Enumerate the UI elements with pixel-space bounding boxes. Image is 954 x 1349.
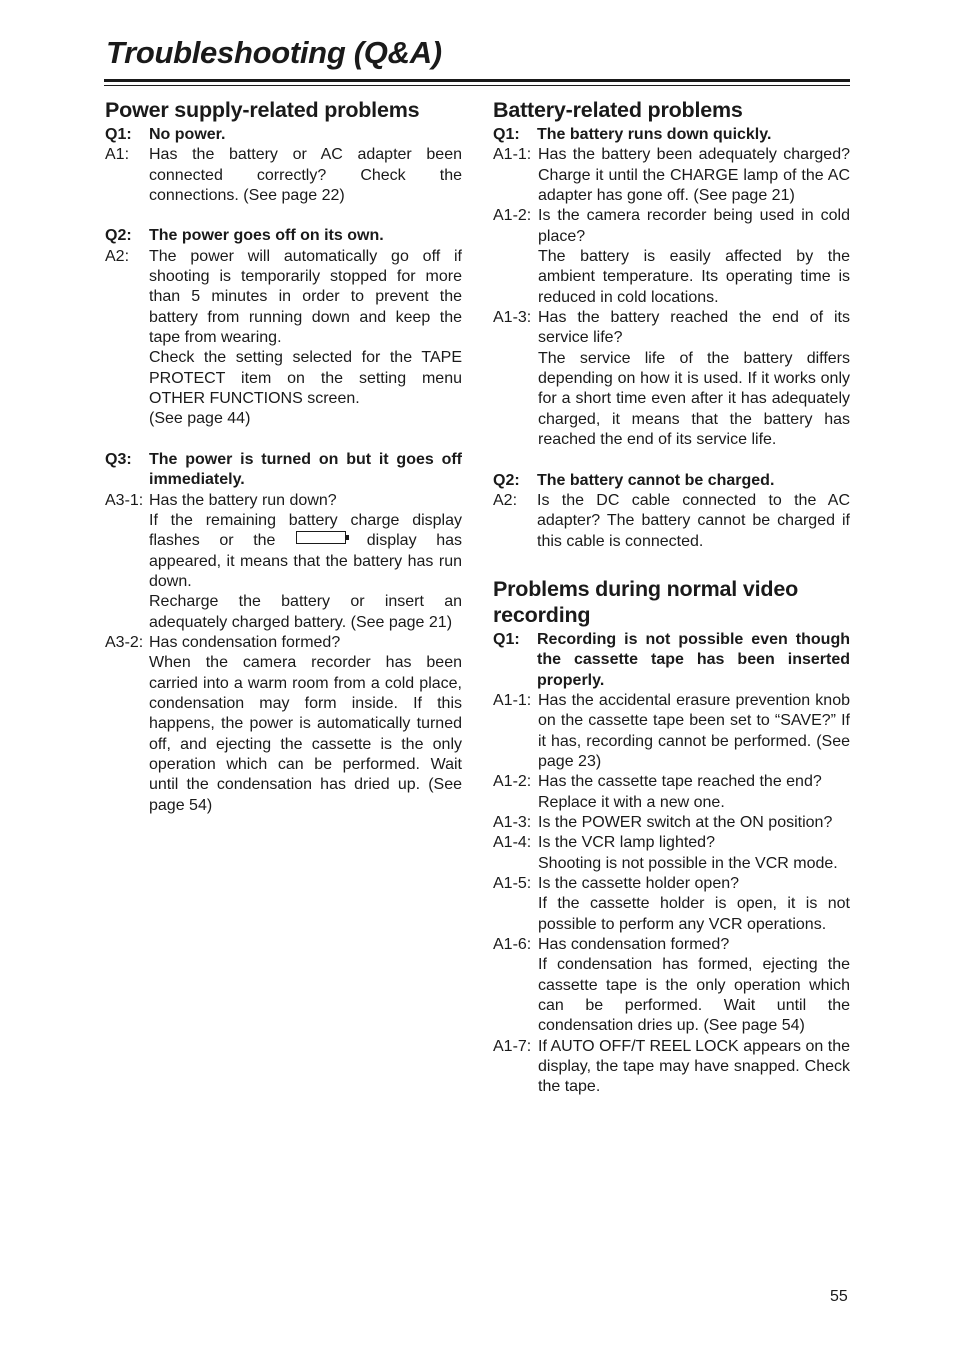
answer-continuation: If the cassette holder is open, it is not possible to perform any VCR operations.	[538, 895, 850, 933]
answer-text: Is the cassette holder open?	[538, 875, 740, 892]
answer-label: A3-1:	[105, 491, 144, 509]
question-text: The battery cannot be charged.	[537, 471, 775, 489]
answer-text: Has the battery reached the end of its service life?	[538, 309, 850, 347]
answer-label: A1-2:	[493, 207, 532, 225]
power-a3-1	[105, 491, 462, 511]
battery-a1-3	[493, 308, 850, 349]
page-title: Troubleshooting (Q&A)	[106, 35, 442, 70]
answer-label: A1:	[105, 146, 130, 164]
right-column	[493, 97, 850, 1098]
answer-text: If AUTO OFF/T REEL LOCK appears on the display, the tape may have snapped. Check the tape.	[538, 1037, 850, 1096]
answer-continuation: Check the setting selected for the TAPE PROTECT item on the setting menu OTHER FUNCTIONS screen.	[149, 349, 462, 408]
answer-continuation: Replace it with a new one.	[538, 793, 725, 811]
answer-text: Has the accidental erasure prevention knob on the cassette tape been set to “SAVE?” If it has, recording cannot be performed. (See page 23)	[538, 691, 850, 770]
answer-continuation: Recharge the battery or insert an adequately charged battery. (See page 21)	[149, 593, 462, 631]
title-rule-thick	[104, 79, 850, 82]
battery-q2	[493, 471, 850, 491]
answer-continuation: The battery is easily affected by the ambient temperature. Its operating time is reduced in cold locations.	[538, 248, 850, 306]
answer-label: A1-5:	[493, 875, 532, 892]
battery-a1-2	[493, 206, 850, 247]
recording-a1-3	[493, 813, 850, 833]
power-q1	[105, 125, 462, 145]
question-label: Q2:	[493, 471, 520, 489]
question-text: The power goes off on its own.	[149, 227, 384, 245]
battery-q1	[493, 125, 850, 145]
answer-text: Has condensation formed?	[538, 936, 730, 954]
answer-text: Is the DC cable connected to the AC adapter? The battery cannot be charged if this cable is connected.	[537, 491, 850, 550]
power-section-heading: Power supply-related problems	[105, 98, 420, 122]
power-a2	[105, 247, 462, 349]
answer-text: Has the battery run down?	[149, 491, 337, 509]
answer-continuation: The service life of the battery differs depending on how it is used. If it works only for a short time even after it has adequately charged, it means that the battery has reached the end of its service life.	[538, 349, 850, 449]
question-text: Recording is not possible even though the cassette tape has been inserted properly.	[537, 630, 850, 689]
answer-label: A1-1:	[493, 146, 532, 164]
question-label: Q2:	[105, 227, 132, 245]
recording-section-heading: Problems during normal video recording	[493, 576, 799, 627]
page-number: 55	[830, 1288, 848, 1305]
battery-section-heading: Battery-related problems	[493, 98, 743, 122]
answer-label: A1-7:	[493, 1037, 532, 1055]
answer-label: A1-2:	[493, 773, 532, 791]
answer-text: Has the battery or AC adapter been connected correctly? Check the connections. (See page 22)	[149, 146, 462, 205]
recording-a1-6	[493, 935, 850, 955]
battery-a1-1	[493, 145, 850, 206]
power-a1	[105, 145, 462, 206]
answer-continuation: Shooting is not possible in the VCR mode.	[538, 854, 838, 872]
continuation-text-before-symbol: If the remaining battery charge display flashes or the	[149, 511, 462, 550]
answer-text: Has condensation formed?	[149, 633, 341, 651]
empty-battery-icon	[296, 531, 346, 544]
recording-a1-2	[493, 772, 850, 792]
left-column	[105, 97, 462, 816]
continuation-text-after-symbol: display has appeared, it means that the battery has run down.	[149, 532, 463, 590]
recording-a1-7	[493, 1037, 850, 1098]
answer-label: A3-2:	[105, 633, 144, 651]
question-text: The battery runs down quickly.	[537, 126, 772, 143]
answer-text: Is the VCR lamp lighted?	[538, 834, 715, 852]
recording-a1-1	[493, 691, 850, 772]
question-text: No power.	[149, 126, 226, 143]
answer-text: Is the POWER switch at the ON position?	[538, 813, 833, 831]
question-label: Q3:	[105, 450, 132, 468]
power-q2	[105, 226, 462, 246]
answer-label: A1-3:	[493, 813, 532, 831]
answer-text: Has the battery been adequately charged? Charge it until the CHARGE lamp of the AC adapter has gone off. (See page 21)	[538, 146, 850, 205]
question-label: Q1:	[493, 126, 520, 143]
battery-a2	[493, 491, 850, 552]
answer-label: A1-3:	[493, 309, 532, 327]
power-q3	[105, 450, 462, 491]
question-text: The power is turned on but it goes off immediately.	[149, 450, 462, 489]
answer-text: Is the camera recorder being used in cold place?	[538, 207, 850, 245]
answer-continuation	[105, 511, 462, 592]
answer-text: The power will automatically go off if shooting is temporarily stopped for more than 5 minutes in order to prevent the battery from running down and keep the tape from wearing.	[149, 247, 462, 347]
answer-continuation: When the camera recorder has been carried into a warm room from a cold place, condensation may form inside. If this happens, the power is automatically turned off, and ejecting the cassette is the only operation which can be performed. Wait until the condensation has dried up. (See page 54)	[149, 654, 462, 814]
recording-a1-4	[493, 833, 850, 853]
page-reference: (See page 44)	[149, 410, 251, 428]
answer-text: Has the cassette tape reached the end?	[538, 773, 822, 791]
recording-a1-5	[493, 874, 850, 894]
question-label: Q1:	[105, 126, 132, 143]
title-rule-thin	[104, 85, 850, 86]
answer-label: A2:	[105, 247, 130, 265]
answer-label: A2:	[493, 491, 518, 509]
answer-label: A1-6:	[493, 936, 532, 954]
answer-label: A1-1:	[493, 691, 532, 709]
power-a3-2	[105, 633, 462, 653]
question-label: Q1:	[493, 630, 520, 648]
recording-q1	[493, 630, 850, 691]
answer-continuation: If condensation has formed, ejecting the cassette tape is the only operation which can be performed. Wait until the condensation dries up. (See page 54)	[538, 956, 850, 1035]
answer-label: A1-4:	[493, 834, 532, 852]
